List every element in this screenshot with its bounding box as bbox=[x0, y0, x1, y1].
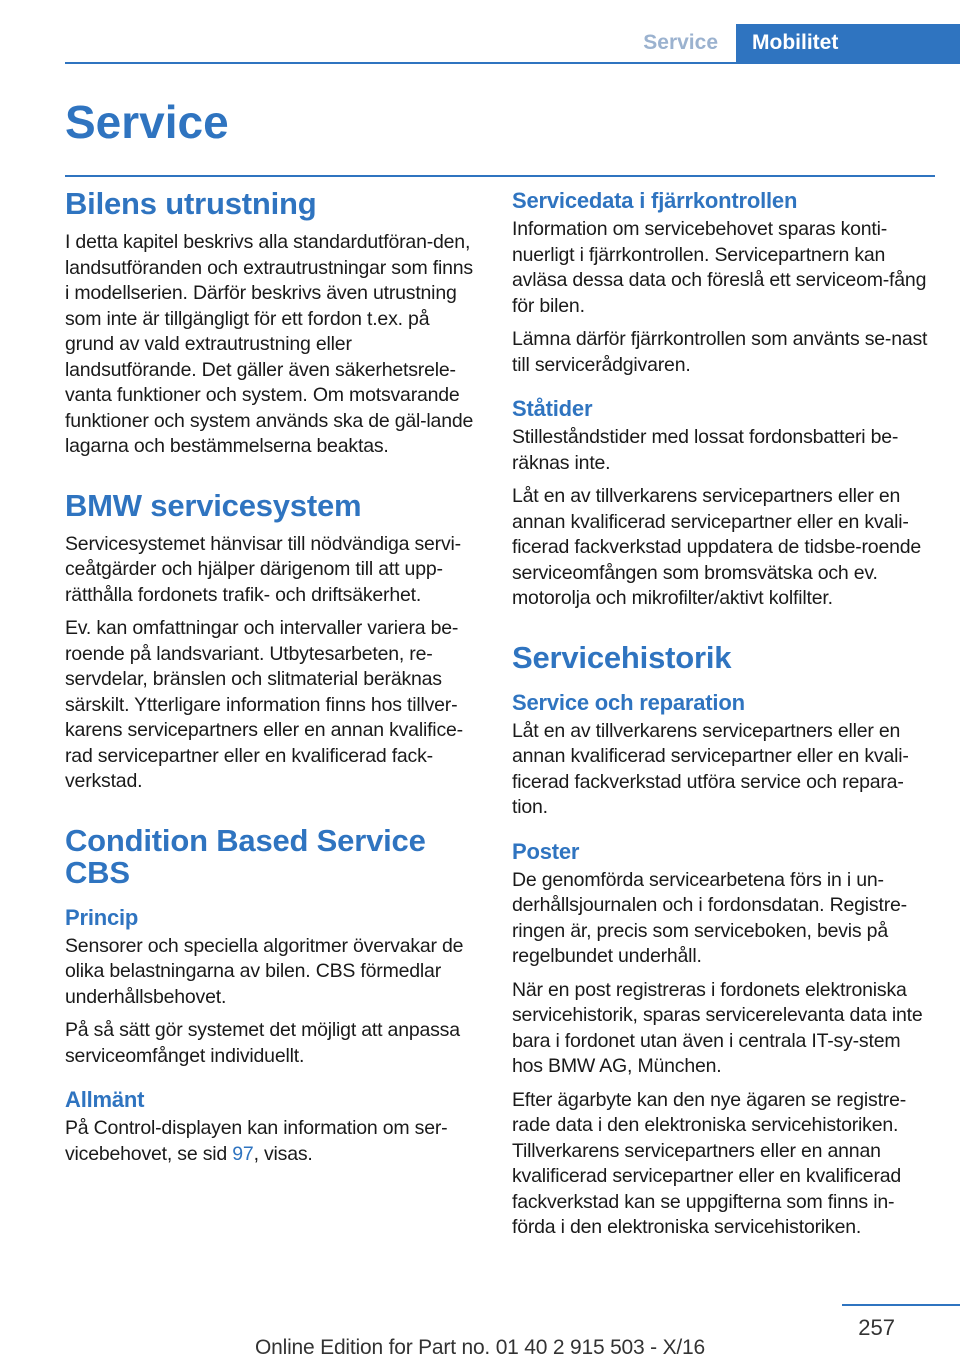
paragraph-allmant bbox=[65, 1116, 481, 1167]
subheading-servicedata: Servicedata i fjärrkontrollen bbox=[512, 188, 798, 213]
footer-rule bbox=[842, 1304, 960, 1306]
paragraph: Ev. kan omfattningar och intervaller variera be-roende på landsvariant. Utbytesarbeten, re-servdelar, bränslen och slitmaterial beräknas särskilt. Ytterligare information finns hos tillver-karens servicepartners eller en annan kvalifice-rad servicepartner eller en kvalificerad fack-verkstad. bbox=[65, 617, 463, 792]
paragraph: Stilleståndstider med lossat fordonsbatteri be-räknas inte. bbox=[512, 426, 899, 474]
page-number: 257 bbox=[858, 1315, 895, 1340]
subheading-statider: Ståtider bbox=[512, 396, 593, 421]
page-link[interactable]: 97 bbox=[232, 1142, 254, 1165]
text: På Control-displayen kan information om ser-vicebehovet, se sid bbox=[65, 1117, 448, 1165]
header-tabs bbox=[625, 24, 960, 62]
paragraph: På så sätt gör systemet det möjligt att anpassa serviceomfånget individuellt. bbox=[65, 1019, 460, 1067]
heading-condition-based-service: Condition Based Service CBS bbox=[65, 822, 426, 890]
title-rule bbox=[65, 175, 935, 177]
right-column bbox=[512, 180, 928, 1249]
subheading-allmant: Allmänt bbox=[65, 1087, 145, 1112]
subheading-service-och-reparation: Service och reparation bbox=[512, 689, 745, 715]
heading-bilens-utrustning: Bilens utrustning bbox=[65, 186, 317, 221]
paragraph: Sensorer och speciella algoritmer övervakar de olika belastningarna av bilen. CBS förmedlar underhållsbehovet. bbox=[65, 934, 464, 1008]
heading-servicehistorik: Servicehistorik bbox=[512, 639, 732, 675]
left-column bbox=[65, 180, 481, 1175]
heading-bmw-servicesystem: BMW servicesystem bbox=[65, 487, 362, 523]
paragraph: De genomförda servicearbetena förs in i un-derhållsjournalen och i fordonsdatan. Registre-ringen är, precis som serviceboken, bevis på regelbundet underhåll. bbox=[512, 868, 907, 967]
paragraph: Låt en av tillverkarens servicepartners eller en annan kvalificerad servicepartner eller en kvali-ficerad fackverkstad uppdatera de tidsbe-roende serviceomfången som bromsvätska och ev. motorolja och mikrofilter/aktivt kolfilter. bbox=[512, 485, 922, 609]
paragraph: Låt en av tillverkarens servicepartners eller en annan kvalificerad servicepartner eller en kvali-ficerad fackverkstad utföra service och repara-tion. bbox=[512, 719, 909, 818]
paragraph: Information om servicebehovet sparas konti-nuerligt i fjärrkontrollen. Servicepartnern kan avläsa dessa data och föreslå ett serviceom-fång för bilen. bbox=[512, 218, 927, 317]
header-rule bbox=[65, 62, 960, 64]
paragraph: Lämna därför fjärrkontrollen som använts se-nast till servicerådgivaren. bbox=[512, 328, 928, 376]
paragraph: Efter ägarbyte kan den nye ägaren se registre-rade data i den elektroniska servicehistoriken. Tillverkarens servicepartners eller en annan kvalificerad servicepartner eller en kvalificerad fackverkstad kan se uppgifterna som finns in-förda i den elektroniska servicehistoriken. bbox=[512, 1088, 907, 1238]
page-title: Service bbox=[65, 96, 229, 148]
paragraph: När en post registreras i fordonets elektroniska servicehistorik, sparas servicerelevanta data inte bara i fordonet utan även i centrala IT-sy-stem hos BMW AG, München. bbox=[512, 978, 923, 1077]
section-tab[interactable]: Service bbox=[643, 31, 718, 54]
paragraph: Servicesystemet hänvisar till nödvändiga servi-ceåtgärder och hjälper därigenom till att upp-rätthålla fordonets trafik- och driftsäkerhet. bbox=[65, 532, 461, 606]
text: , visas. bbox=[253, 1142, 313, 1165]
subheading-poster: Poster bbox=[512, 838, 580, 864]
chapter-tab[interactable]: Mobilitet bbox=[736, 24, 960, 62]
paragraph: I detta kapitel beskrivs alla standardutföran-den, landsutföranden och extrautrustningar som finns i modellserien. Därför beskrivs även utrustning som inte är tillgängligt för ett fordon t.ex. på grund av vald extrautrustning eller landsutförande. Det gäller även säkerhetsrele-vanta funktioner och system. Om motsvarande funktioner och system används ska de gäl-lande lagarna och bestämmelserna beaktas. bbox=[65, 231, 474, 457]
subheading-princip: Princip bbox=[65, 904, 139, 930]
footer-edition: Online Edition for Part no. 01 40 2 915 503 - X/16 bbox=[255, 1336, 705, 1359]
